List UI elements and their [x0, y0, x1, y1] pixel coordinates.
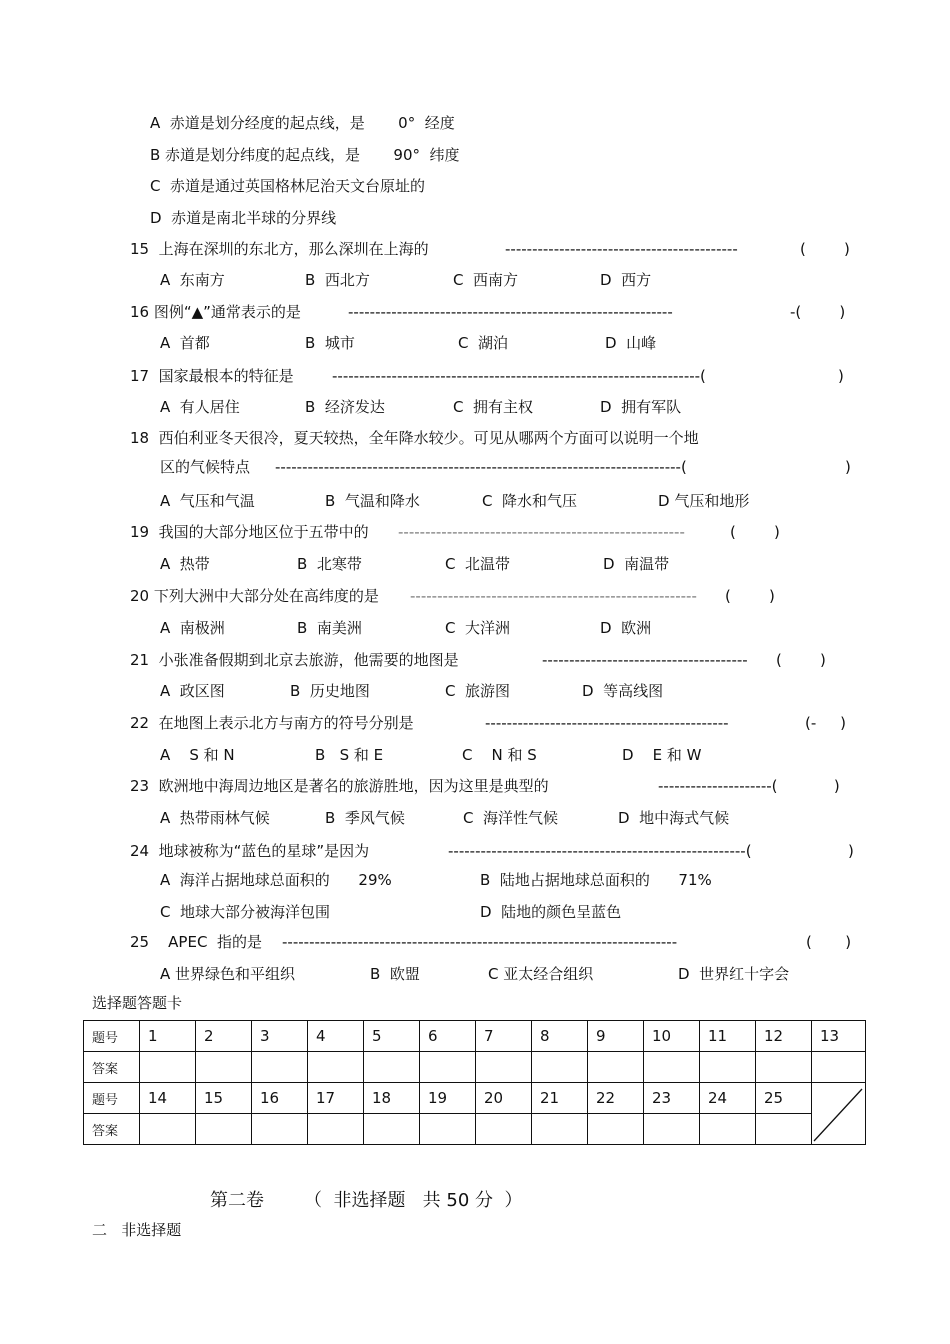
q18-option-a: A 气压和气温: [160, 492, 255, 510]
q19-option-b: B 北寒带: [297, 555, 362, 573]
answer-cell[interactable]: [196, 1114, 252, 1145]
q20-dashes: -----------------------------------------------------: [410, 587, 697, 605]
answer-cell[interactable]: [476, 1114, 532, 1145]
q14-option-d: D 赤道是南北半球的分界线: [150, 209, 337, 227]
number-cell: 6: [420, 1021, 476, 1052]
number-cell: 25: [756, 1083, 812, 1114]
answer-cell[interactable]: [140, 1052, 196, 1083]
q15-option-a: A 东南方: [160, 271, 225, 289]
answer-cell[interactable]: [644, 1114, 700, 1145]
q22-bracket: (- ): [805, 714, 846, 732]
q22-option-c: C N 和 S: [462, 746, 537, 764]
answer-card-title: 选择题答题卡: [92, 994, 183, 1012]
q16-dashes: ------------------------------------------------------------: [348, 303, 673, 321]
q24-option-c: C 地球大部分被海洋包围: [160, 903, 331, 921]
answer-cell[interactable]: [532, 1052, 588, 1083]
number-cell: 16: [252, 1083, 308, 1114]
answer-cell[interactable]: [588, 1114, 644, 1145]
q18-option-c: C 降水和气压: [482, 492, 578, 510]
answer-cell[interactable]: [420, 1052, 476, 1083]
answer-cell[interactable]: [140, 1114, 196, 1145]
number-label: 题号: [84, 1083, 140, 1114]
q18-option-d: D 气压和地形: [658, 492, 750, 510]
q23-dashes: ---------------------(: [658, 777, 778, 795]
q24-option-a: A 海洋占据地球总面积的 29%: [160, 871, 392, 889]
number-cell: 4: [308, 1021, 364, 1052]
number-cell: 8: [532, 1021, 588, 1052]
q18-option-b: B 气温和降水: [325, 492, 420, 510]
answer-row-2: [84, 1114, 866, 1145]
number-label: 题号: [84, 1021, 140, 1052]
answer-cell[interactable]: [308, 1114, 364, 1145]
answer-cell[interactable]: [364, 1114, 420, 1145]
q22-option-a: A S 和 N: [160, 746, 235, 764]
answer-cell[interactable]: [756, 1052, 812, 1083]
q21-stem: 21 小张准备假期到北京去旅游，他需要的地图是: [130, 651, 459, 669]
number-cell: 15: [196, 1083, 252, 1114]
q14-option-a: A 赤道是划分经度的起点线，是 0° 经度: [150, 114, 455, 132]
number-cell: 7: [476, 1021, 532, 1052]
q21-option-d: D 等高线图: [582, 682, 664, 700]
q17-bracket: ): [838, 367, 844, 385]
q21-dashes: --------------------------------------: [542, 651, 748, 669]
answer-cell[interactable]: [196, 1052, 252, 1083]
number-cell: 20: [476, 1083, 532, 1114]
q23-option-c: C 海洋性气候: [463, 809, 559, 827]
q23-option-b: B 季风气候: [325, 809, 405, 827]
answer-cell[interactable]: [252, 1052, 308, 1083]
q23-bracket: ): [810, 777, 840, 795]
q22-option-b: B S 和 E: [315, 746, 384, 764]
q23-option-a: A 热带雨林气候: [160, 809, 270, 827]
number-cell: 17: [308, 1083, 364, 1114]
q17-stem: 17 国家最根本的特征是: [130, 367, 294, 385]
q18-stem: 18 西伯利亚冬天很冷，夏天较热，全年降水较少。可见从哪两个方面可以说明一个地: [130, 429, 699, 447]
q24-option-d: D 陆地的颜色呈蓝色: [480, 903, 622, 921]
answer-card-table: [83, 1020, 866, 1145]
q22-dashes: ---------------------------------------------: [485, 714, 729, 732]
q20-option-c: C 大洋洲: [445, 619, 511, 637]
q15-option-c: C 西南方: [453, 271, 519, 289]
answer-label: 答案: [84, 1114, 140, 1145]
q16-option-b: B 城市: [305, 334, 355, 352]
q21-option-b: B 历史地图: [290, 682, 370, 700]
q24-option-b: B 陆地占据地球总面积的 71%: [480, 871, 712, 889]
answer-label: 答案: [84, 1052, 140, 1083]
q19-bracket: ( ): [730, 523, 780, 541]
part2-title: 第二卷 （ 非选择题 共 50 分 ）: [210, 1190, 523, 1211]
q15-option-d: D 西方: [600, 271, 652, 289]
q21-option-c: C 旅游图: [445, 682, 511, 700]
q20-stem: 20 下列大洲中大部分处在高纬度的是: [130, 587, 379, 605]
q21-option-a: A 政区图: [160, 682, 225, 700]
q19-dashes: -----------------------------------------------------: [398, 523, 685, 541]
section2-label: 二 非选择题: [92, 1221, 182, 1239]
q16-option-c: C 湖泊: [458, 334, 509, 352]
answer-cell[interactable]: [308, 1052, 364, 1083]
q16-option-d: D 山峰: [605, 334, 657, 352]
q20-option-b: B 南美洲: [297, 619, 362, 637]
answer-cell[interactable]: [644, 1052, 700, 1083]
q22-option-d: D E 和 W: [622, 746, 702, 764]
number-cell: 11: [700, 1021, 756, 1052]
q19-option-d: D 南温带: [603, 555, 670, 573]
q16-stem: 16 图例“▲”通常表示的是: [130, 303, 301, 321]
q17-option-b: B 经济发达: [305, 398, 385, 416]
q17-option-c: C 拥有主权: [453, 398, 534, 416]
answer-cell[interactable]: [700, 1114, 756, 1145]
answer-cell[interactable]: [252, 1114, 308, 1145]
number-cell: 24: [700, 1083, 756, 1114]
number-cell: 22: [588, 1083, 644, 1114]
q17-option-a: A 有人居住: [160, 398, 240, 416]
q19-option-c: C 北温带: [445, 555, 511, 573]
q16-option-a: A 首都: [160, 334, 210, 352]
q20-option-d: D 欧洲: [600, 619, 652, 637]
answer-cell[interactable]: [532, 1114, 588, 1145]
number-cell: 9: [588, 1021, 644, 1052]
q20-option-a: A 南极洲: [160, 619, 225, 637]
number-cell: 10: [644, 1021, 700, 1052]
q18-stem-line2: 区的气候特点: [160, 458, 251, 476]
q20-bracket: ( ): [725, 587, 775, 605]
number-cell: 19: [420, 1083, 476, 1114]
q18-bracket: ): [845, 458, 851, 476]
q18-dashes: ---------------------------------------------------------------------------(: [275, 458, 687, 476]
number-cell: 14: [140, 1083, 196, 1114]
q25-option-a: A 世界绿色和平组织: [160, 965, 296, 983]
q25-option-d: D 世界红十字会: [678, 965, 790, 983]
q25-option-c: C 亚太经合组织: [488, 965, 594, 983]
crossed-out-cell: [812, 1083, 866, 1145]
q23-option-d: D 地中海式气候: [618, 809, 730, 827]
q25-bracket: ( ): [806, 933, 852, 951]
answer-cell[interactable]: [420, 1114, 476, 1145]
answer-cell[interactable]: [588, 1052, 644, 1083]
number-cell: 21: [532, 1083, 588, 1114]
q25-dashes: -------------------------------------------------------------------------: [282, 933, 678, 951]
number-cell: 2: [196, 1021, 252, 1052]
q15-bracket: ( ): [800, 240, 850, 258]
answer-cell[interactable]: [700, 1052, 756, 1083]
number-cell: 18: [364, 1083, 420, 1114]
q22-stem: 22 在地图上表示北方与南方的符号分别是: [130, 714, 414, 732]
answer-row-1: [84, 1052, 866, 1083]
number-cell: 12: [756, 1021, 812, 1052]
diagonal-slash: [812, 1083, 866, 1145]
answer-cell[interactable]: [476, 1052, 532, 1083]
number-cell: 5: [364, 1021, 420, 1052]
q17-dashes: --------------------------------------------------------------------(: [332, 367, 706, 385]
answer-cell[interactable]: [812, 1052, 866, 1083]
q17-option-d: D 拥有军队: [600, 398, 682, 416]
q25-stem: 25 APEC 指的是: [130, 933, 262, 951]
number-cell: 23: [644, 1083, 700, 1114]
q23-stem: 23 欧洲地中海周边地区是著名的旅游胜地，因为这里是典型的: [130, 777, 549, 795]
number-cell: 3: [252, 1021, 308, 1052]
q24-bracket: ): [848, 842, 854, 860]
q15-dashes: -------------------------------------------: [505, 240, 738, 258]
number-row-2: [84, 1083, 866, 1114]
q14-option-b: B 赤道是划分纬度的起点线，是 90° 纬度: [150, 146, 460, 164]
q21-bracket: ( ): [776, 651, 826, 669]
number-row-1: [84, 1021, 866, 1052]
q14-option-c: C 赤道是通过英国格林尼治天文台原址的: [150, 177, 426, 195]
number-cell: 13: [812, 1021, 866, 1052]
q16-bracket: -( ): [790, 303, 846, 321]
answer-cell[interactable]: [364, 1052, 420, 1083]
q24-dashes: -------------------------------------------------------(: [448, 842, 752, 860]
number-cell: 1: [140, 1021, 196, 1052]
q25-option-b: B 欧盟: [370, 965, 420, 983]
answer-cell[interactable]: [756, 1114, 812, 1145]
q24-stem: 24 地球被称为“蓝色的星球”是因为: [130, 842, 370, 860]
q15-option-b: B 西北方: [305, 271, 370, 289]
q19-stem: 19 我国的大部分地区位于五带中的: [130, 523, 369, 541]
q15-stem: 15 上海在深圳的东北方，那么深圳在上海的: [130, 240, 429, 258]
q19-option-a: A 热带: [160, 555, 210, 573]
